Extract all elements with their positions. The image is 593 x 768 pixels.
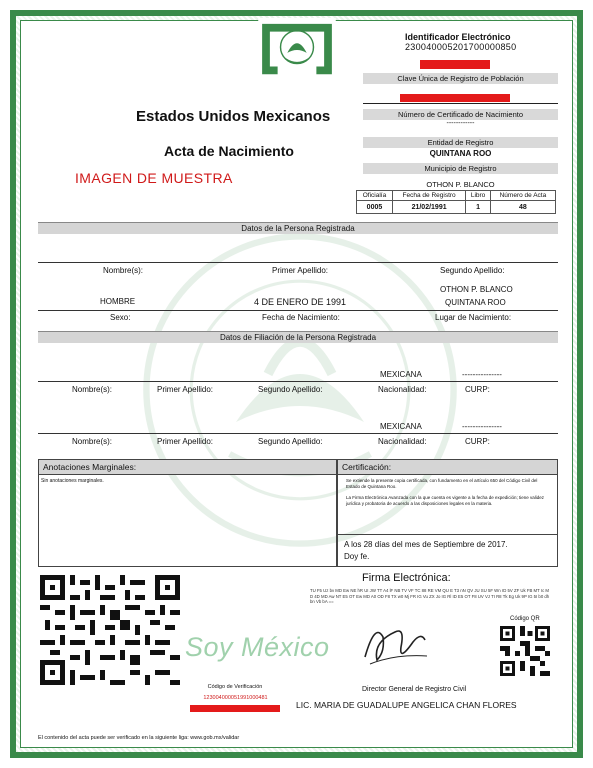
cert-number-label: Número de Certificado de Nacimiento [363, 109, 558, 120]
certificacion-box [337, 459, 558, 567]
anotaciones-box [38, 459, 337, 567]
td-numero-acta: 48 [490, 201, 555, 214]
parent1-curp-value: --------------- [462, 370, 502, 379]
th-libro: Libro [466, 191, 491, 201]
entidad-value: QUINTANA ROO [429, 149, 492, 158]
redacted-curp-bar [400, 94, 510, 102]
persona-nombre-label: Nombre(s): [103, 266, 144, 275]
electronic-id-label: Identificador Electrónico [405, 32, 511, 42]
parent1-segundo-apellido-label: Segundo Apellido: [258, 385, 323, 394]
slogan-watermark: Soy México [185, 632, 330, 662]
certificacion-date: A los 28 días del mes de Septiembre de 2017. [344, 540, 508, 549]
divider [38, 433, 558, 434]
electronic-id-number: 230040005201700000850 [405, 42, 517, 52]
firma-title: Firma Electrónica: [362, 572, 451, 584]
director-name: LIC. MARIA DE GUADALUPE ANGELICA CHAN FLORES [296, 700, 517, 710]
th-numero-acta: Número de Acta [490, 191, 555, 201]
persona-sexo-label: Sexo: [110, 313, 131, 322]
persona-fecha-label: Fecha de Nacimiento: [262, 313, 340, 322]
redacted-verification-bar [190, 705, 280, 712]
verification-code-value: 123004000051991000481 [203, 695, 268, 701]
persona-lugar-label: Lugar de Nacimiento: [435, 313, 512, 322]
national-seal-icon [258, 18, 336, 80]
parent2-curp-value: --------------- [462, 422, 502, 431]
country-title: Estados Unidos Mexicanos [136, 108, 331, 125]
signature-icon [355, 612, 435, 672]
divider [338, 534, 557, 535]
td-oficialia: 0005 [357, 201, 393, 214]
parent1-curp-label: CURP: [465, 385, 490, 394]
parent1-nacionalidad-value: MEXICANA [380, 370, 422, 379]
persona-segundo-apellido-label: Segundo Apellido: [440, 266, 505, 275]
parent2-segundo-apellido-label: Segundo Apellido: [258, 437, 323, 446]
sample-label: IMAGEN DE MUESTRA [75, 170, 233, 186]
verification-qr-code-icon [40, 575, 180, 685]
anotaciones-text: Sin anotaciones marginales. [41, 478, 104, 484]
filiacion-section-title: Datos de Filiación de la Persona Registrada [38, 331, 558, 343]
certificacion-doy-fe: Doy fe. [344, 552, 370, 561]
verification-code-label: Código de Verificación [207, 684, 263, 690]
document-title: Acta de Nacimiento [164, 143, 294, 159]
persona-sexo-value: HOMBRE [100, 297, 136, 306]
anotaciones-title: Anotaciones Marginales: [39, 460, 336, 475]
th-fecha-registro: Fecha de Registro [392, 191, 465, 201]
municipio-label: Municipio de Registro [363, 163, 558, 174]
persona-section-title: Datos de la Persona Registrada [38, 222, 558, 234]
municipio-value: OTHON P. BLANCO [426, 180, 495, 189]
registration-table [356, 190, 556, 214]
curp-label: Clave Única de Registro de Población [363, 73, 558, 84]
firma-digital-text: TU F5 Uz bv MD Ew NE hR UI JW TT A4 lF NB TV VF TC 88 RE VM QU E T3 nN QV JU SU 5F Wn rD 5V ZF Uk FB MT Ic MD 4D MD Aw NT E5 OT Ew MD A0 OD F8 TX w0 Mj FR IG Vu ZX Jo IG Rl ID E5 OT F8 UV VJ TI R8 Tk Eg Uk 9P IG 5I b0 dh bn Vb bA == [310, 588, 550, 604]
parent2-nacionalidad-label: Nacionalidad: [378, 437, 427, 446]
parent2-nombre-label: Nombre(s): [72, 437, 113, 446]
entidad-label: Entidad de Registro [363, 137, 558, 148]
divider [38, 262, 558, 263]
certificacion-text-1: Se extiende la presente copia certificada, con fundamento en el artículo 650 del Código Civil del Estado de Quintana Roo. [346, 478, 538, 489]
redacted-bar [420, 60, 490, 69]
parent1-nombre-label: Nombre(s): [72, 385, 113, 394]
parent1-nacionalidad-label: Nacionalidad: [378, 385, 427, 394]
parent2-curp-label: CURP: [465, 437, 490, 446]
certificacion-title: Certificación: [338, 460, 557, 475]
divider [38, 381, 558, 382]
electronic-id-block [405, 32, 565, 52]
th-oficialia: Oficialía [357, 191, 393, 201]
parent2-nacionalidad-value: MEXICANA [380, 422, 422, 431]
parent2-primer-apellido-label: Primer Apellido: [157, 437, 214, 446]
director-label: Director General de Registro Civil [362, 686, 467, 693]
cert-number-value: ------------ [446, 120, 475, 127]
persona-fecha-value: 4 DE ENERO DE 1991 [254, 297, 347, 307]
td-fecha-registro: 21/02/1991 [392, 201, 465, 214]
parent1-primer-apellido-label: Primer Apellido: [157, 385, 214, 394]
certificacion-text-2: La Firma Electrónica Avanzada con la que cuenta es vigente a la fecha de expedición; tiene validez jurídica y probatoria de acuerdo a las disposiciones legales en la materia. [346, 495, 545, 506]
footer-note: El contenido del acta puede ser verificado en la siguiente liga: www.gob.mx/validar [38, 735, 240, 741]
persona-lugar-value: QUINTANA ROO [445, 298, 506, 307]
persona-segundo-apellido-value: OTHON P. BLANCO [440, 285, 513, 294]
codigo-qr-label: Código QR [510, 616, 540, 622]
td-libro: 1 [466, 201, 491, 214]
divider [38, 310, 558, 311]
small-qr-code-icon [500, 626, 550, 676]
persona-primer-apellido-label: Primer Apellido: [272, 266, 329, 275]
